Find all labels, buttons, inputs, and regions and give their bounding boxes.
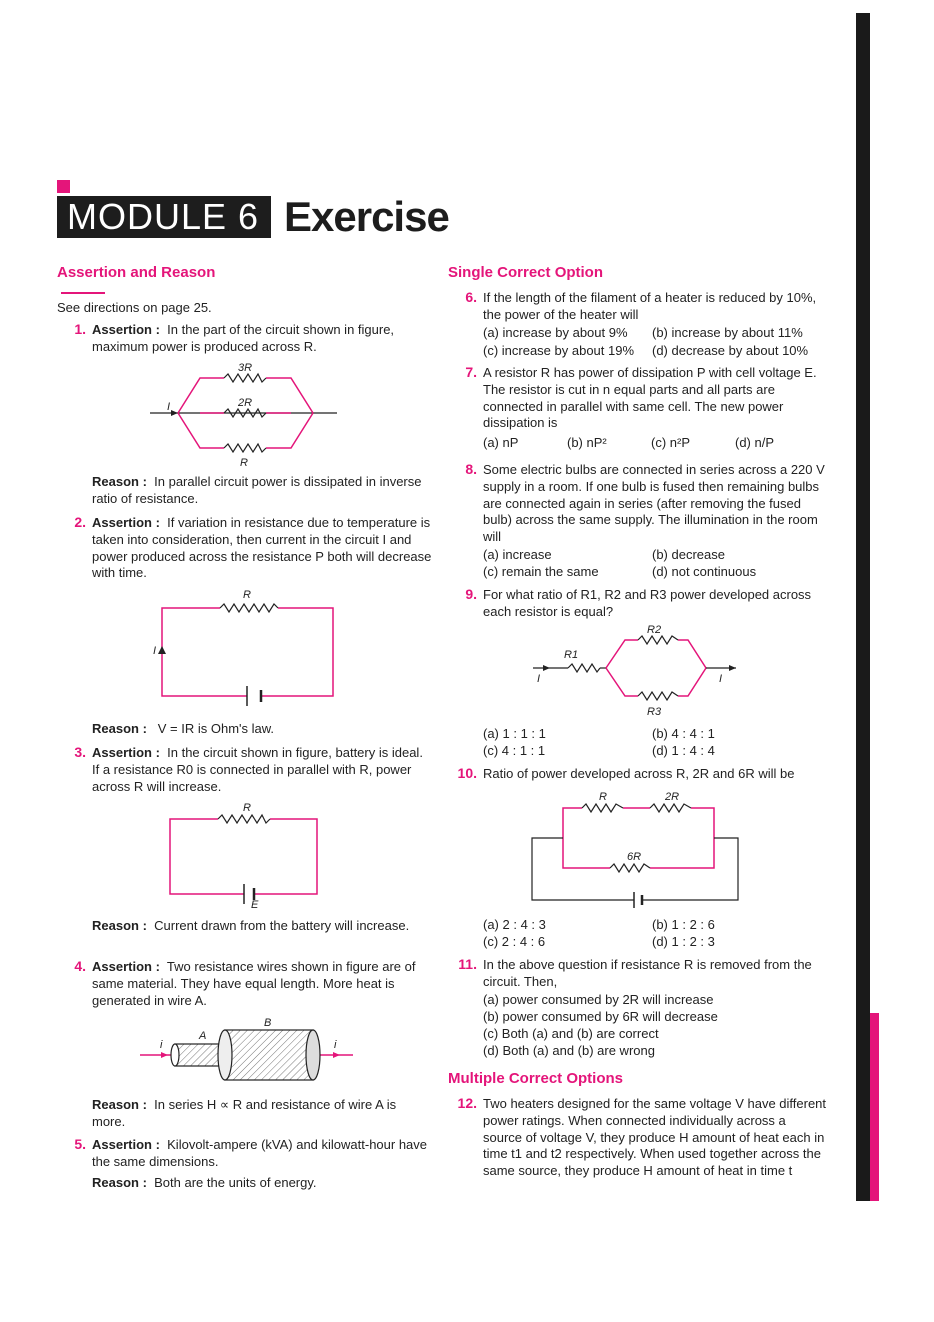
q4-reason bbox=[92, 1097, 432, 1131]
resistor-label: R bbox=[240, 457, 248, 469]
option-d: (d) n/P bbox=[735, 435, 775, 450]
option-b: (b) increase by about 11% bbox=[652, 325, 803, 340]
reason-label: Reason : bbox=[92, 1097, 147, 1112]
question-number: 11. bbox=[458, 956, 477, 972]
question-number: 5. bbox=[74, 1136, 86, 1152]
resistor-label: R1 bbox=[564, 649, 579, 661]
q3-assertion bbox=[92, 745, 432, 795]
q12-text: Two heaters designed for the same voltage V have different power ratings. When connected individually across a source of voltage V, they produce H amount of heat each in time t1 and t2 respectively. When used together across the same source, they produce H amount of heat in time t bbox=[483, 1096, 827, 1179]
assertion-label: Assertion : bbox=[92, 322, 160, 337]
battery-circuit-diagram bbox=[160, 800, 330, 912]
q2-assertion bbox=[92, 515, 432, 582]
resistor-label: R bbox=[243, 802, 251, 814]
option-c: (c) Both (a) and (b) are correct bbox=[483, 1026, 659, 1041]
option-a: (a) increase bbox=[483, 547, 552, 562]
series-parallel-diagram bbox=[528, 620, 743, 720]
section-single-correct: Single Correct Option bbox=[448, 264, 604, 281]
question-number: 1. bbox=[74, 321, 86, 337]
resistor-label: 2R bbox=[238, 397, 253, 409]
option-a: (a) power consumed by 2R will increase bbox=[483, 992, 714, 1007]
q1-reason bbox=[92, 474, 432, 508]
q11-text: In the above question if resistance R is removed from the circuit. Then, bbox=[483, 957, 812, 989]
current-label: i bbox=[160, 1039, 163, 1051]
directions-text: See directions on page 25. bbox=[57, 300, 212, 315]
question-number: 10. bbox=[457, 765, 477, 781]
reason-text: V = IR is Ohm's law. bbox=[157, 721, 275, 736]
reason-label: Reason : bbox=[92, 721, 147, 736]
option-b: (b) power consumed by 6R will decrease bbox=[483, 1009, 718, 1024]
assertion-label: Assertion : bbox=[92, 745, 160, 760]
option-c: (c) 2 : 4 : 6 bbox=[483, 934, 546, 949]
q3-reason bbox=[92, 918, 432, 935]
q6-text: If the length of the filament of a heater is reduced by 10%, the power of the heater will bbox=[483, 290, 817, 322]
resistor-label: 3R bbox=[238, 362, 253, 374]
option-b: (b) decrease bbox=[652, 547, 725, 562]
reason-text: In parallel circuit power is dissipated in inverse ratio of resistance. bbox=[92, 474, 422, 506]
resistor-label: R2 bbox=[647, 624, 662, 636]
assertion-label: Assertion : bbox=[92, 1137, 160, 1152]
q2-reason bbox=[92, 721, 432, 738]
simple-circuit-diagram bbox=[150, 586, 340, 711]
reason-label: Reason : bbox=[92, 474, 147, 489]
q9-text: For what ratio of R1, R2 and R3 power developed across each resistor is equal? bbox=[483, 587, 812, 619]
assertion-text: In the circuit shown in figure, battery is ideal. If a resistance R0 is connected in parallel with R, power across R will increase. bbox=[92, 745, 423, 794]
option-d: (d) decrease by about 10% bbox=[652, 343, 809, 358]
option-c: (c) n²P bbox=[651, 435, 690, 450]
option-b: (b) 4 : 4 : 1 bbox=[652, 726, 715, 741]
q10-text: Ratio of power developed across R, 2R and 6R will be bbox=[483, 766, 795, 781]
reason-text: Both are the units of energy. bbox=[154, 1175, 317, 1190]
option-a: (a) increase by about 9% bbox=[483, 325, 628, 340]
q7-text: A resistor R has power of dissipation P with cell voltage E. The resistor is cut in n equal parts and all parts are connected in parallel with same cell. The new power dissipation is bbox=[483, 365, 817, 431]
question-number: 6. bbox=[465, 289, 477, 305]
reason-text: In series H ∝ R and resistance of wire A is more. bbox=[92, 1097, 397, 1129]
q5-reason bbox=[92, 1175, 432, 1192]
option-a: (a) nP bbox=[483, 435, 519, 450]
page-title: Exercise bbox=[284, 193, 449, 240]
assertion-text: Two resistance wires shown in figure are of same material. They have equal length. More heat is generated in wire A. bbox=[92, 959, 416, 1008]
reason-text: Current drawn from the battery will increase. bbox=[154, 918, 410, 933]
question-number: 9. bbox=[465, 586, 477, 602]
option-d: (d) 1 : 4 : 4 bbox=[652, 743, 715, 758]
current-label: I bbox=[719, 673, 723, 685]
current-label: i bbox=[334, 1039, 337, 1051]
page-edge-bar bbox=[856, 13, 870, 1201]
section-divider bbox=[61, 292, 105, 294]
battery-label: E bbox=[251, 899, 259, 911]
question-number: 12. bbox=[457, 1095, 477, 1111]
option-c: (c) increase by about 19% bbox=[483, 343, 635, 358]
resistor-label: 6R bbox=[627, 851, 642, 863]
q1-assertion bbox=[92, 322, 432, 356]
question-number: 7. bbox=[465, 364, 477, 380]
option-b: (b) 1 : 2 : 6 bbox=[652, 917, 715, 932]
option-a: (a) 1 : 1 : 1 bbox=[483, 726, 546, 741]
assertion-label: Assertion : bbox=[92, 515, 160, 530]
current-label: I bbox=[167, 401, 171, 413]
page-edge-accent bbox=[870, 1013, 879, 1201]
wire-label: B bbox=[264, 1017, 272, 1029]
q5-assertion bbox=[92, 1137, 432, 1171]
mixed-resistor-diagram bbox=[525, 788, 750, 908]
assertion-label: Assertion : bbox=[92, 959, 160, 974]
module-label: MODULE 6 bbox=[57, 196, 271, 238]
reason-label: Reason : bbox=[92, 918, 147, 933]
heading-marker bbox=[57, 180, 70, 193]
question-number: 3. bbox=[74, 744, 86, 760]
reason-label: Reason : bbox=[92, 1175, 147, 1190]
question-number: 2. bbox=[74, 514, 86, 530]
current-label: I bbox=[153, 645, 157, 657]
assertion-text: In the part of the circuit shown in figure, maximum power is produced across R. bbox=[92, 322, 395, 354]
q8-text: Some electric bulbs are connected in series across a 220 V supply in a room. If one bulb is fused then remaining bulbs are connected again in series (after removing the fused bulb) across the same supply. The illumination in the room will bbox=[483, 462, 825, 545]
parallel-resistor-diagram bbox=[145, 358, 345, 470]
option-c: (c) 4 : 1 : 1 bbox=[483, 743, 546, 758]
option-d: (d) not continuous bbox=[652, 564, 757, 579]
q4-assertion bbox=[92, 959, 432, 1009]
option-c: (c) remain the same bbox=[483, 564, 599, 579]
assertion-text: If variation in resistance due to temperature is taken into consideration, then current in the circuit I and power produced across the resistance P both will decrease with time. bbox=[92, 515, 432, 581]
resistor-label: R bbox=[599, 791, 607, 803]
question-number: 8. bbox=[465, 461, 477, 477]
wire-diagram bbox=[135, 1015, 360, 1095]
question-number: 4. bbox=[74, 958, 86, 974]
current-label: I bbox=[537, 673, 541, 685]
option-d: (d) 1 : 2 : 3 bbox=[652, 934, 715, 949]
resistor-label: 2R bbox=[665, 791, 680, 803]
resistor-label: R3 bbox=[647, 706, 662, 718]
option-b: (b) nP² bbox=[567, 435, 607, 450]
section-assertion-reason: Assertion and Reason bbox=[57, 264, 216, 281]
wire-label: A bbox=[199, 1030, 207, 1042]
option-d: (d) Both (a) and (b) are wrong bbox=[483, 1043, 655, 1058]
section-multiple-correct: Multiple Correct Options bbox=[448, 1070, 624, 1087]
assertion-text: Kilovolt-ampere (kVA) and kilowatt-hour have the same dimensions. bbox=[92, 1137, 428, 1169]
option-a: (a) 2 : 4 : 3 bbox=[483, 917, 546, 932]
resistor-label: R bbox=[243, 589, 251, 601]
